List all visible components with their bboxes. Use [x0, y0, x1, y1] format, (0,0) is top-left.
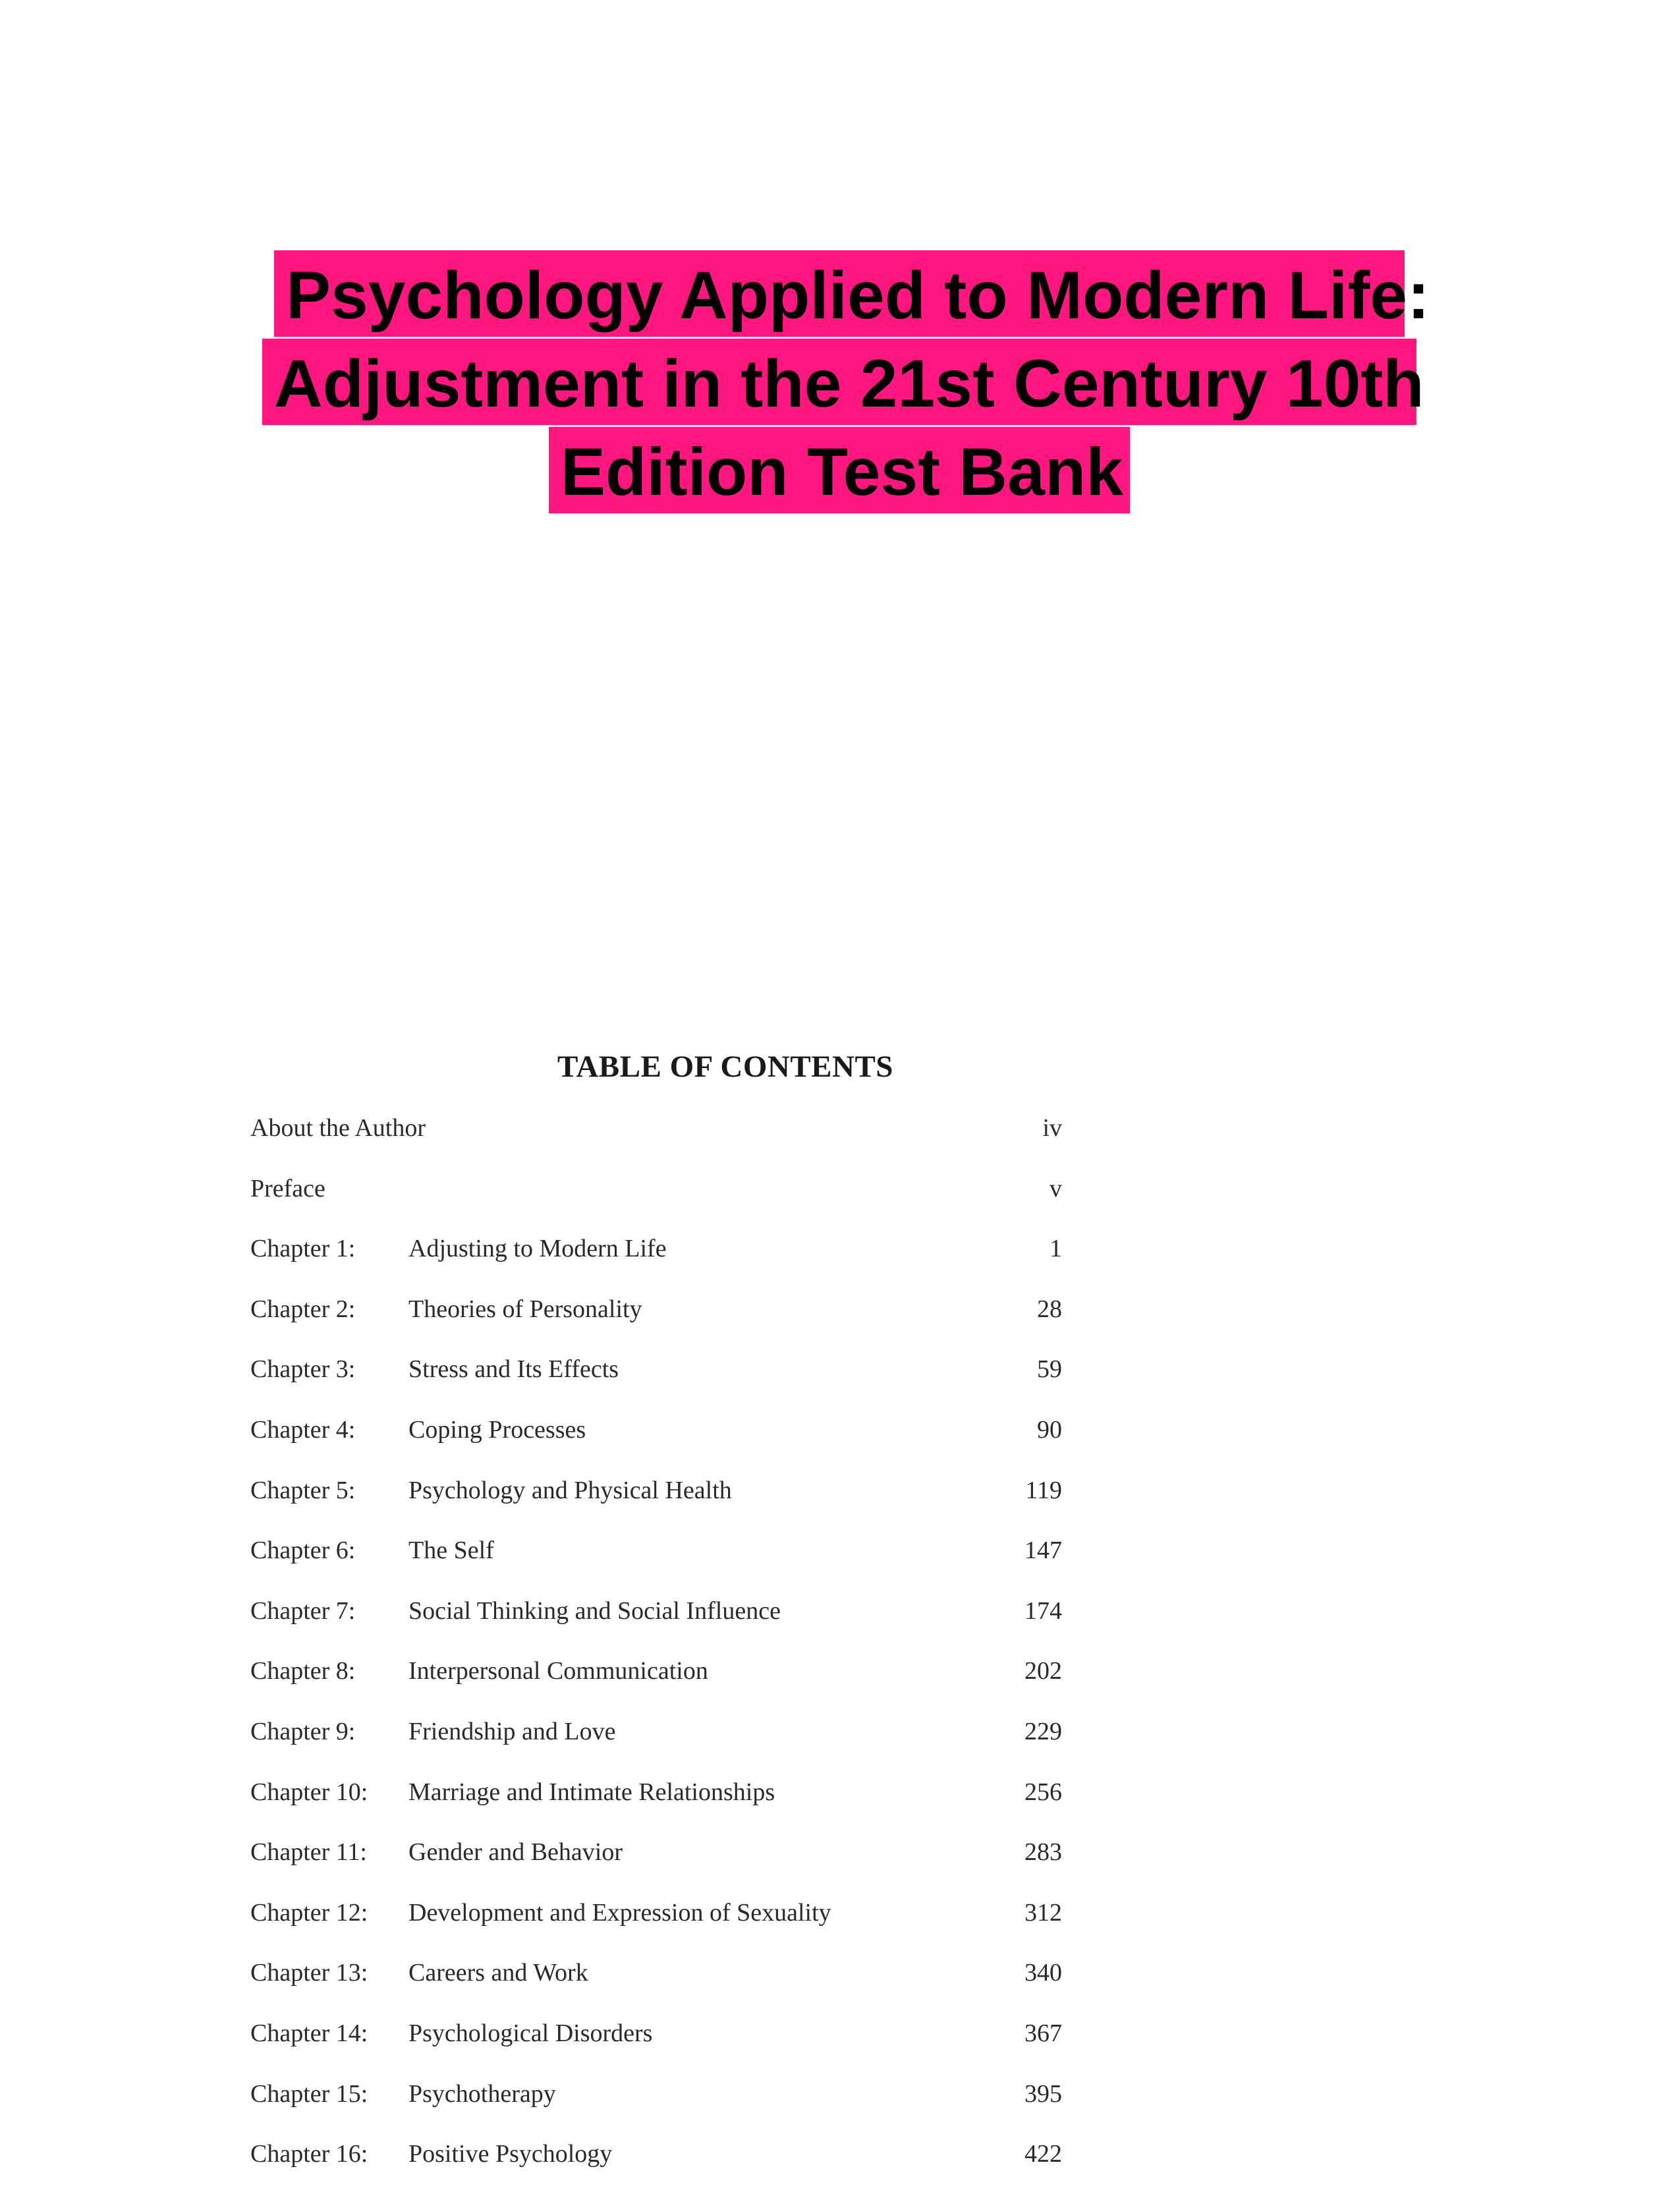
toc-entry-page-number: 283 — [1024, 1838, 1062, 1867]
toc-entry-page-number: 147 — [1024, 1537, 1062, 1565]
toc-entry-label: Chapter 3: — [250, 1355, 356, 1384]
toc-entry-title: Positive Psychology — [408, 2140, 613, 2168]
title-line-1: Psychology Applied to Modern Life: — [274, 250, 1405, 337]
toc-entry-page-number: v — [1050, 1174, 1062, 1202]
toc-entry-label: Chapter 5: — [250, 1476, 356, 1504]
toc-entry[interactable] — [250, 1717, 1062, 1778]
toc-entry-page-number: 340 — [1024, 1959, 1062, 1987]
document-title — [262, 250, 1430, 515]
toc-entry[interactable] — [250, 1536, 1062, 1596]
toc-entry-page-number: 174 — [1024, 1596, 1062, 1625]
toc-entry-title: Psychotherapy — [408, 2079, 556, 2108]
toc-entry-label: Chapter 7: — [250, 1596, 356, 1625]
toc-entry-page-number: 229 — [1024, 1717, 1062, 1745]
toc-entry-page-number: 28 — [1037, 1295, 1062, 1323]
toc-entry[interactable] — [250, 1234, 1062, 1295]
toc-entry-title: Friendship and Love — [408, 1717, 616, 1745]
toc-entry-page-number: 1 — [1050, 1235, 1062, 1263]
toc-entry-title: Adjusting to Modern Life — [408, 1235, 667, 1263]
toc-entry-title: Careers and Work — [408, 1959, 588, 1987]
toc-entry-page-number: 312 — [1024, 1898, 1062, 1927]
toc-entry-label: Preface — [250, 1174, 325, 1202]
toc-entry-label: Chapter 12: — [250, 1898, 368, 1927]
toc-entry-title: Interpersonal Communication — [408, 1657, 708, 1685]
title-line-2: Adjustment in the 21st Century 10th — [262, 339, 1416, 425]
toc-entry-title: Theories of Personality — [408, 1295, 642, 1323]
toc-entry-title: Marriage and Intimate Relationships — [408, 1778, 775, 1806]
toc-entry-page-number: 90 — [1037, 1415, 1062, 1444]
toc-entry-label: Chapter 8: — [250, 1657, 356, 1685]
toc-entry-page-number: 256 — [1024, 1778, 1062, 1806]
toc-entry[interactable] — [250, 1596, 1062, 1657]
toc-entry[interactable] — [250, 1656, 1062, 1717]
toc-entry-label: About the Author — [250, 1114, 426, 1142]
toc-entry-title: Development and Expression of Sexuality — [408, 1898, 831, 1927]
toc-entry-label: Chapter 14: — [250, 2019, 368, 2047]
toc-entry-label: Chapter 2: — [250, 1295, 356, 1323]
toc-entry[interactable] — [250, 1778, 1062, 1838]
toc-entry-label: Chapter 15: — [250, 2079, 368, 2108]
toc-entry[interactable] — [250, 1898, 1062, 1959]
toc-entry-page-number: 422 — [1024, 2140, 1062, 2168]
toc-entry-label: Chapter 11: — [250, 1838, 367, 1867]
toc-entry-title: Social Thinking and Social Influence — [408, 1596, 781, 1625]
toc-entry[interactable] — [250, 2139, 1062, 2200]
toc-entry-page-number: 395 — [1024, 2079, 1062, 2108]
toc-entry-label: Chapter 13: — [250, 1959, 368, 1987]
toc-entry-label: Chapter 6: — [250, 1537, 356, 1565]
title-line-3: Edition Test Bank — [549, 427, 1130, 513]
toc-entry[interactable] — [250, 2079, 1062, 2140]
toc-entry[interactable] — [250, 1415, 1062, 1476]
toc-entry[interactable] — [250, 1838, 1062, 1898]
toc-entry[interactable] — [250, 1476, 1062, 1537]
toc-entry[interactable] — [250, 2019, 1062, 2079]
toc-entry-title: The Self — [408, 1537, 494, 1565]
toc-entry-title: Coping Processes — [408, 1415, 586, 1444]
toc-entry-page-number: 59 — [1037, 1355, 1062, 1384]
toc-entry-label: Chapter 1: — [250, 1235, 356, 1263]
toc-entry-page-number: 119 — [1025, 1476, 1062, 1504]
toc-entry[interactable] — [250, 1295, 1062, 1355]
toc-entry-page-number: 202 — [1024, 1657, 1062, 1685]
toc-entry-page-number: iv — [1042, 1114, 1062, 1142]
toc-entry[interactable] — [250, 1174, 1062, 1235]
toc-entry[interactable] — [250, 1355, 1062, 1415]
toc-entry-label: Chapter 10: — [250, 1778, 368, 1806]
toc-entry-page-number: 367 — [1024, 2019, 1062, 2047]
toc-entry-title: Psychological Disorders — [408, 2019, 653, 2047]
toc-entry-title: Stress and Its Effects — [408, 1355, 619, 1384]
toc-entry[interactable] — [250, 1958, 1062, 2019]
toc-entry[interactable] — [250, 1114, 1062, 1174]
toc-entry-label: Chapter 9: — [250, 1717, 356, 1745]
toc-entry-label: Chapter 4: — [250, 1415, 356, 1444]
toc-entry-label: Chapter 16: — [250, 2140, 368, 2168]
toc-entry-title: Psychology and Physical Health — [408, 1476, 732, 1504]
toc-heading: TABLE OF CONTENTS — [557, 1050, 893, 1084]
table-of-contents — [250, 1114, 1062, 2200]
toc-entry-title: Gender and Behavior — [408, 1838, 623, 1867]
